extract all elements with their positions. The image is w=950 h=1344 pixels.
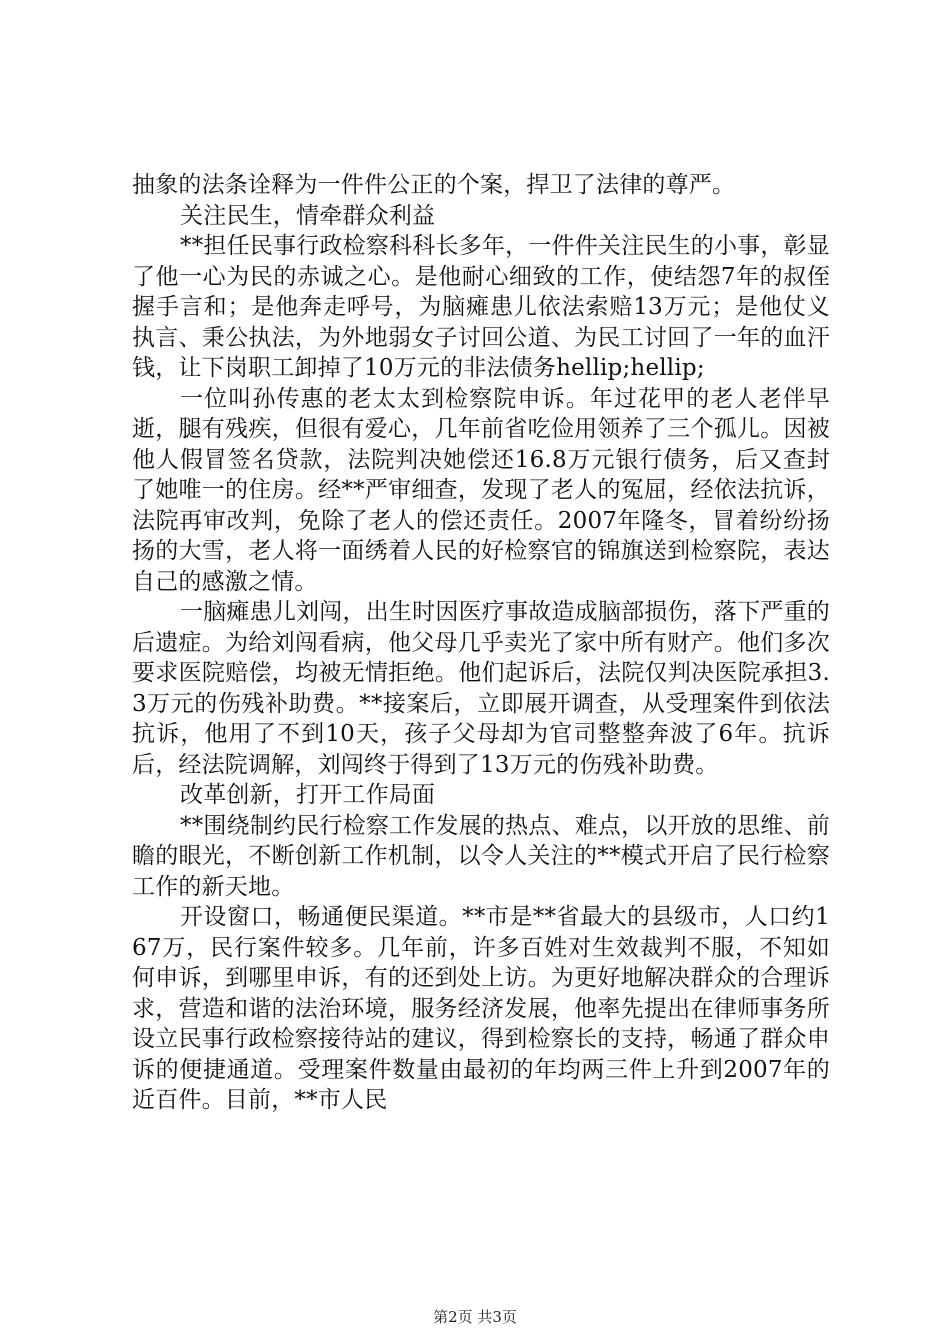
paragraph-continuation: 抽象的法条诠释为一件件公正的个案，捍卫了法律的尊严。 bbox=[132, 172, 736, 198]
section-heading-reform: 改革创新，打开工作局面 bbox=[180, 782, 436, 808]
paragraph: 开设窗口，畅通便民渠道。**市是**省最大的县级市，人口约167万，民行案件较多。几年前，许多百姓对生效裁判不服，不知如何申诉，到哪里申诉，有的还到处上访。为更好地解决群众的合理诉求，营造和谐的法治环境，服务经济发展，他率先提出在律师事务所设立民事行政检察接待站的建议，得到检察长的支持，畅通了群众申诉的便捷通道。受理案件数量由最初的年均两三件上升到2007年的近百件。目前，**市人民 bbox=[132, 904, 830, 1113]
document-body bbox=[132, 170, 830, 1116]
page-footer bbox=[0, 1306, 950, 1327]
paragraph: **围绕制约民行检察工作发展的热点、难点，以开放的思维、前瞻的眼光，不断创新工作机制，以令人关注的**模式开启了民行检察工作的新天地。 bbox=[132, 812, 830, 900]
paragraph: **担任民事行政检察科科长多年，一件件关注民生的小事，彰显了他一心为民的赤诚之心。是他耐心细致的工作，使结怨7年的叔侄握手言和；是他奔走呼号，为脑瘫患儿依法索赔13万元；是他仗义执言、秉公执法，为外地弱女子讨回公道、为民工讨回了一年的血汗钱，让下岗职工卸掉了10万元的非法债务hellip;hellip; bbox=[132, 233, 830, 381]
section-heading-livelihood: 关注民生，情牵群众利益 bbox=[180, 202, 436, 229]
paragraph: 一脑瘫患儿刘闯，出生时因医疗事故造成脑部损伤，落下严重的后遗症。为给刘闯看病，他父母几乎卖光了家中所有财产。他们多次要求医院赔偿，均被无情拒绝。他们起诉后，法院仅判决医院承担3.3万元的伤残补助费。**接案后，立即展开调查，从受理案件到依法抗诉，他用了不到10天，孩子父母却为官司整整奔波了6年。抗诉后，经法院调解，刘闯终于得到了13万元的伤残补助费。 bbox=[132, 599, 830, 778]
page-number-label: 第2页 共3页 bbox=[433, 1308, 517, 1326]
paragraph: 一位叫孙传惠的老太太到检察院申诉。年过花甲的老人老伴早逝，腿有残疾，但很有爱心，几年前省吃俭用领养了三个孤儿。因被他人假冒签名贷款，法院判决她偿还16.8万元银行债务，后又查封了她唯一的住房。经**严审细查，发现了老人的冤屈，经依法抗诉，法院再审改判，免除了老人的偿还责任。2007年隆冬，冒着纷纷扬扬的大雪，老人将一面绣着人民的好检察官的锦旗送到检察院，表达自己的感激之情。 bbox=[132, 385, 830, 595]
